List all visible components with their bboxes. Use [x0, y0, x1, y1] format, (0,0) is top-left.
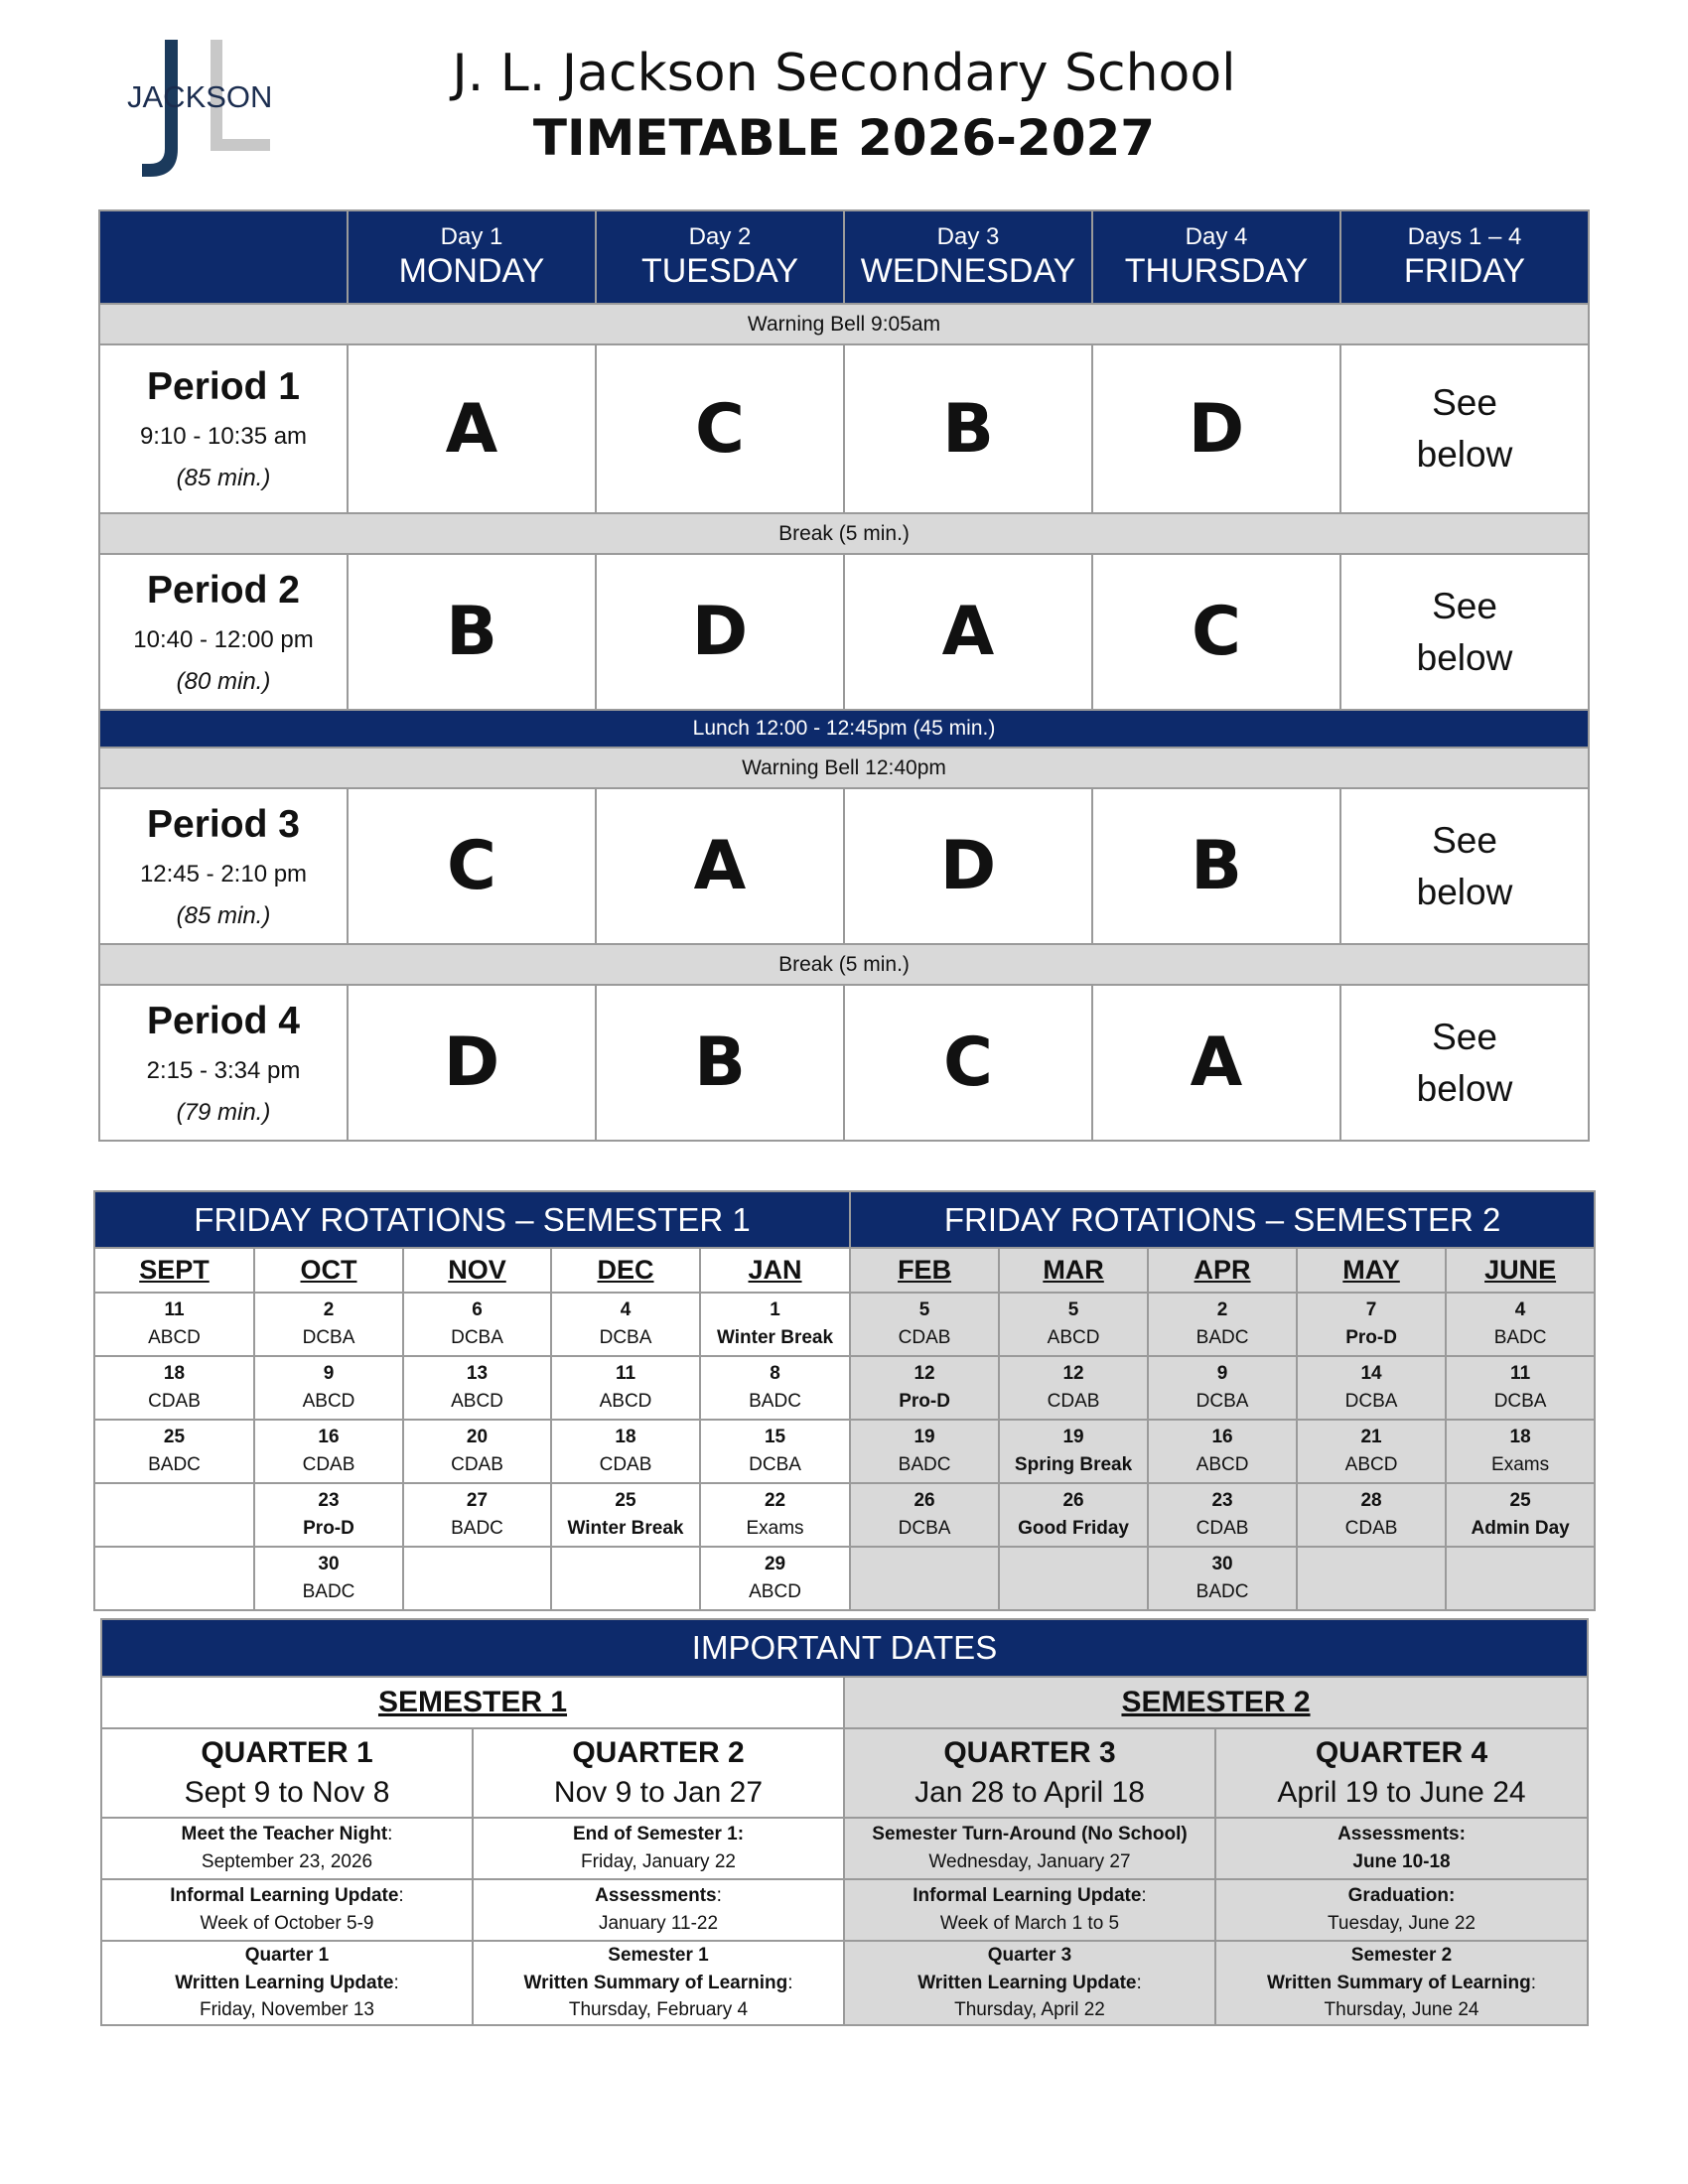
break-band: Break (5 min.)	[99, 944, 1589, 985]
page-title: TIMETABLE 2026-2027	[532, 109, 1156, 167]
rotation-date: 11	[615, 1363, 636, 1384]
period-label: Period 1 9:10 - 10:35 am (85 min.)	[99, 344, 348, 513]
day-header-wednesday: Day 3 WEDNESDAY	[844, 210, 1092, 304]
rotation-date: 25	[615, 1490, 636, 1511]
rotation-order: Exams	[746, 1518, 804, 1539]
friday-rotations-table	[93, 1190, 1596, 1611]
event-label-colon: :	[787, 1972, 793, 1993]
month-header-row	[94, 1248, 1595, 1293]
rotation-cell	[850, 1356, 999, 1420]
rotation-date: 25	[163, 1427, 186, 1447]
rotation-date: 20	[466, 1427, 489, 1447]
rotation-cell	[551, 1420, 700, 1483]
rotation-cell	[1148, 1483, 1297, 1547]
period-label: Period 2 10:40 - 12:00 pm (80 min.)	[99, 554, 348, 710]
quarter-3-cell: QUARTER 3 Jan 28 to April 18	[844, 1728, 1215, 1818]
rotation-order: Good Friday	[1018, 1518, 1130, 1539]
event-date: Thursday, April 22	[954, 1999, 1105, 2021]
block-letter: B	[844, 344, 1092, 513]
rotation-date: 5	[1067, 1299, 1079, 1320]
see-below-note: See below	[1340, 344, 1589, 513]
event-date: Thursday, June 24	[1324, 1999, 1479, 2021]
period-label: Period 4 2:15 - 3:34 pm (79 min.)	[99, 985, 348, 1141]
rotation-cell	[700, 1483, 850, 1547]
rotation-order: BADC	[1493, 1327, 1547, 1348]
rotation-order: ABCD	[302, 1391, 355, 1412]
rotation-order: CDAB	[451, 1454, 503, 1475]
rotation-date: 16	[1211, 1427, 1233, 1447]
rotation-cell	[403, 1356, 551, 1420]
rotation-cell	[254, 1356, 403, 1420]
rotation-order: ABCD	[1344, 1454, 1398, 1475]
rotation-cell	[700, 1547, 850, 1610]
rotation-cell	[1297, 1547, 1446, 1610]
rotation-order: ABCD	[1047, 1327, 1100, 1348]
period-row	[99, 554, 1589, 710]
day-header-thursday: Day 4 THURSDAY	[1092, 210, 1340, 304]
event-label-colon: :	[1530, 1972, 1536, 1993]
rotation-date: 5	[918, 1299, 930, 1320]
month-header: MAY	[1297, 1248, 1446, 1293]
month-header: DEC	[551, 1248, 700, 1293]
rotation-cell	[403, 1547, 551, 1610]
lunch-band: Lunch 12:00 - 12:45pm (45 min.)	[99, 710, 1589, 748]
block-letter: C	[844, 985, 1092, 1141]
rotation-date: 16	[318, 1427, 340, 1447]
rotation-date: 13	[466, 1363, 489, 1384]
rotation-date: 18	[163, 1363, 186, 1384]
rotation-date: 12	[1062, 1363, 1084, 1384]
rotation-cell	[850, 1420, 999, 1483]
rotation-cell	[1446, 1547, 1595, 1610]
quarter-4-cell: QUARTER 4 April 19 to June 24	[1215, 1728, 1588, 1818]
event-cell	[473, 1818, 844, 1879]
event-cell	[1215, 1941, 1588, 2025]
rotation-order: ABCD	[599, 1391, 652, 1412]
event-period: Semester 2	[1350, 1945, 1453, 1966]
rotation-cell	[999, 1420, 1148, 1483]
rotation-cell	[850, 1293, 999, 1356]
event-date: Wednesday, January 27	[928, 1851, 1131, 1872]
rotation-cell	[1297, 1356, 1446, 1420]
event-cell	[844, 1818, 1215, 1879]
rotation-order: CDAB	[1047, 1391, 1100, 1412]
rotation-order: Spring Break	[1014, 1454, 1133, 1475]
rotation-cell	[254, 1547, 403, 1610]
event-label-colon: :	[393, 1972, 399, 1993]
rotation-cell	[1446, 1483, 1595, 1547]
rotation-order: BADC	[148, 1454, 201, 1475]
event-label: Informal Learning Update	[913, 1885, 1142, 1907]
event-date: Week of March 1 to 5	[939, 1913, 1120, 1934]
quarter-2-cell: QUARTER 2 Nov 9 to Jan 27	[473, 1728, 844, 1818]
month-header: JUNE	[1446, 1248, 1595, 1293]
rotation-cell	[94, 1547, 254, 1610]
rotation-order: ABCD	[1196, 1454, 1249, 1475]
rotation-cell	[551, 1356, 700, 1420]
rotation-date: 30	[1211, 1554, 1233, 1574]
rotation-date: 19	[1062, 1427, 1084, 1447]
event-label-colon: :	[1136, 1972, 1142, 1993]
rotation-cell	[1148, 1293, 1297, 1356]
see-below-note: See below	[1340, 554, 1589, 710]
rotation-date: 4	[1514, 1299, 1526, 1320]
month-header: NOV	[403, 1248, 551, 1293]
rotation-order: ABCD	[451, 1391, 503, 1412]
rotation-order: DCBA	[599, 1327, 652, 1348]
block-letter: C	[596, 344, 844, 513]
quarter-1-cell: QUARTER 1 Sept 9 to Nov 8	[101, 1728, 473, 1818]
event-label: Written Summary of Learning	[1267, 1972, 1531, 1993]
event-label: Written Learning Update	[175, 1972, 394, 1993]
rotation-date: 2	[1216, 1299, 1228, 1320]
event-cell	[1215, 1879, 1588, 1941]
rotation-date: 29	[764, 1554, 786, 1574]
rotation-date: 6	[472, 1299, 483, 1320]
event-label: Assessments	[595, 1885, 717, 1907]
rotation-cell	[94, 1293, 254, 1356]
rotation-order: Pro-D	[303, 1518, 354, 1539]
rotation-cell	[700, 1420, 850, 1483]
rotation-row	[94, 1420, 1595, 1483]
rotation-order: BADC	[898, 1454, 951, 1475]
event-label-colon: :	[387, 1824, 393, 1845]
rotation-date: 23	[318, 1490, 340, 1511]
rotation-date: 14	[1360, 1363, 1382, 1384]
logo-wordmark: JACKSON	[127, 79, 273, 114]
block-letter: A	[1092, 985, 1340, 1141]
warning-bell-band: Warning Bell 9:05am	[99, 304, 1589, 344]
school-name: J. L. Jackson Secondary School	[452, 44, 1236, 103]
event-date: June 10-18	[1352, 1851, 1451, 1872]
event-label: Graduation:	[1347, 1885, 1456, 1907]
event-period: Quarter 1	[244, 1945, 330, 1966]
rotation-order: Winter Break	[717, 1327, 834, 1348]
event-label: Semester Turn-Around (No School)	[872, 1824, 1188, 1845]
rotation-order: DCBA	[1493, 1391, 1547, 1412]
month-header: MAR	[999, 1248, 1148, 1293]
event-label: Assessments:	[1337, 1824, 1466, 1845]
rotation-date: 4	[620, 1299, 632, 1320]
rotation-cell	[1148, 1356, 1297, 1420]
rotation-date: 26	[1062, 1490, 1084, 1511]
rotation-order: ABCD	[148, 1327, 201, 1348]
rotation-cell	[551, 1483, 700, 1547]
month-header: SEPT	[94, 1248, 254, 1293]
rotation-cell	[999, 1547, 1148, 1610]
month-header: APR	[1148, 1248, 1297, 1293]
event-row	[101, 1941, 1588, 2025]
warning-bell-band: Warning Bell 12:40pm	[99, 748, 1589, 788]
rotation-cell	[254, 1293, 403, 1356]
rotation-cell	[999, 1356, 1148, 1420]
period-label: Period 3 12:45 - 2:10 pm (85 min.)	[99, 788, 348, 944]
rotation-row	[94, 1547, 1595, 1610]
school-logo	[119, 38, 278, 187]
event-label: Meet the Teacher Night	[181, 1824, 388, 1845]
day-header-row	[99, 210, 1589, 304]
rotation-date: 25	[1509, 1490, 1531, 1511]
event-label-colon: :	[398, 1885, 404, 1907]
event-cell	[473, 1941, 844, 2025]
rotation-date: 15	[764, 1427, 786, 1447]
rotation-cell	[1297, 1293, 1446, 1356]
period-row	[99, 344, 1589, 513]
month-header: JAN	[700, 1248, 850, 1293]
rotation-order: DCBA	[749, 1454, 801, 1475]
rotation-cell	[1148, 1420, 1297, 1483]
rotation-cell	[254, 1483, 403, 1547]
rotation-cell	[700, 1356, 850, 1420]
period-row	[99, 985, 1589, 1141]
month-header: FEB	[850, 1248, 999, 1293]
rotation-cell	[850, 1483, 999, 1547]
rotation-cell	[999, 1483, 1148, 1547]
event-cell	[1215, 1818, 1588, 1879]
rotation-date: 11	[1510, 1363, 1531, 1384]
corner-cell	[99, 210, 348, 304]
block-letter: A	[596, 788, 844, 944]
event-cell	[101, 1818, 473, 1879]
semester-2-heading: SEMESTER 2	[844, 1677, 1588, 1728]
block-letter: D	[844, 788, 1092, 944]
semester-1-heading: SEMESTER 1	[101, 1677, 844, 1728]
event-label: End of Semester 1:	[572, 1824, 745, 1845]
event-date: September 23, 2026	[201, 1851, 373, 1872]
rotation-cell	[94, 1356, 254, 1420]
event-date: January 11-22	[598, 1913, 719, 1934]
important-dates-title: IMPORTANT DATES	[101, 1619, 1588, 1677]
rotation-date: 8	[770, 1363, 780, 1384]
rotations-semester-1-title: FRIDAY ROTATIONS – SEMESTER 1	[94, 1191, 850, 1248]
event-date: Tuesday, June 22	[1328, 1913, 1476, 1934]
rotation-order: BADC	[302, 1581, 355, 1602]
rotation-cell	[850, 1547, 999, 1610]
rotation-cell	[700, 1293, 850, 1356]
rotation-date: 9	[1216, 1363, 1228, 1384]
rotation-date: 21	[1360, 1427, 1382, 1447]
block-letter: C	[348, 788, 596, 944]
rotations-semester-2-title: FRIDAY ROTATIONS – SEMESTER 2	[850, 1191, 1595, 1248]
event-label-colon: :	[716, 1885, 722, 1907]
event-cell	[844, 1879, 1215, 1941]
rotation-row	[94, 1293, 1595, 1356]
rotation-order: BADC	[1196, 1327, 1249, 1348]
rotation-order: BADC	[1196, 1581, 1249, 1602]
block-letter: D	[596, 554, 844, 710]
rotation-order: Exams	[1491, 1454, 1550, 1475]
day-header-friday: Days 1 – 4 FRIDAY	[1340, 210, 1589, 304]
block-letter: B	[348, 554, 596, 710]
rotation-order: DCBA	[1344, 1391, 1398, 1412]
rotation-order: BADC	[749, 1391, 801, 1412]
rotation-order: DCBA	[302, 1327, 355, 1348]
rotation-date: 30	[318, 1554, 340, 1574]
rotation-cell	[551, 1547, 700, 1610]
rotation-order: CDAB	[1344, 1518, 1398, 1539]
event-date: Week of October 5-9	[200, 1913, 374, 1934]
rotation-date: 26	[914, 1490, 935, 1511]
day-header-monday: Day 1 MONDAY	[348, 210, 596, 304]
important-dates-table	[100, 1618, 1589, 2026]
block-letter: B	[1092, 788, 1340, 944]
rotation-order: CDAB	[599, 1454, 652, 1475]
month-header: OCT	[254, 1248, 403, 1293]
rotation-order: DCBA	[1196, 1391, 1249, 1412]
event-label: Written Learning Update	[917, 1972, 1137, 1993]
rotation-cell	[403, 1293, 551, 1356]
block-letter: A	[348, 344, 596, 513]
rotation-date: 1	[770, 1299, 780, 1320]
day-header-tuesday: Day 2 TUESDAY	[596, 210, 844, 304]
rotation-order: DCBA	[451, 1327, 503, 1348]
rotation-row	[94, 1356, 1595, 1420]
rotation-cell	[403, 1420, 551, 1483]
event-label-colon: :	[1141, 1885, 1147, 1907]
rotation-cell	[1446, 1420, 1595, 1483]
rotation-cell	[94, 1420, 254, 1483]
event-label: Informal Learning Update	[170, 1885, 399, 1907]
rotation-order: BADC	[451, 1518, 503, 1539]
weekly-timetable	[98, 209, 1590, 1142]
rotation-cell	[999, 1293, 1148, 1356]
rotation-cell	[1297, 1420, 1446, 1483]
rotation-cell	[94, 1483, 254, 1547]
rotation-order: CDAB	[898, 1327, 951, 1348]
event-row	[101, 1879, 1588, 1941]
event-cell	[101, 1879, 473, 1941]
rotation-order: Winter Break	[567, 1518, 684, 1539]
rotation-date: 11	[164, 1299, 185, 1320]
event-cell	[473, 1879, 844, 1941]
rotation-order: Pro-D	[1345, 1327, 1397, 1348]
rotation-cell	[1446, 1356, 1595, 1420]
rotation-cell	[403, 1483, 551, 1547]
block-letter: C	[1092, 554, 1340, 710]
event-period: Quarter 3	[987, 1945, 1072, 1966]
rotation-cell	[254, 1420, 403, 1483]
rotation-date: 19	[914, 1427, 935, 1447]
rotation-cell	[1297, 1483, 1446, 1547]
rotation-order: CDAB	[302, 1454, 355, 1475]
rotation-order: CDAB	[1196, 1518, 1249, 1539]
event-row	[101, 1818, 1588, 1879]
event-label: Written Summary of Learning	[523, 1972, 788, 1993]
rotation-date: 18	[615, 1427, 636, 1447]
see-below-note: See below	[1340, 985, 1589, 1141]
rotation-order: DCBA	[898, 1518, 951, 1539]
period-row	[99, 788, 1589, 944]
rotation-date: 22	[764, 1490, 786, 1511]
event-cell	[844, 1941, 1215, 2025]
block-letter: A	[844, 554, 1092, 710]
block-letter: D	[348, 985, 596, 1141]
block-letter: B	[596, 985, 844, 1141]
rotation-order: CDAB	[148, 1391, 201, 1412]
rotation-date: 12	[914, 1363, 935, 1384]
event-date: Friday, January 22	[581, 1851, 736, 1872]
rotation-order: ABCD	[749, 1581, 801, 1602]
rotation-date: 28	[1360, 1490, 1382, 1511]
event-date: Friday, November 13	[200, 1999, 374, 2021]
rotation-date: 18	[1509, 1427, 1531, 1447]
event-period: Semester 1	[608, 1945, 709, 1966]
rotation-row	[94, 1483, 1595, 1547]
event-date: Thursday, February 4	[568, 1999, 749, 2021]
rotation-order: Admin Day	[1471, 1518, 1570, 1539]
rotation-date: 27	[466, 1490, 489, 1511]
rotation-date: 9	[323, 1363, 335, 1384]
rotation-date: 7	[1365, 1299, 1377, 1320]
rotation-order: Pro-D	[899, 1391, 950, 1412]
rotation-cell	[1148, 1547, 1297, 1610]
rotation-date: 23	[1211, 1490, 1233, 1511]
see-below-note: See below	[1340, 788, 1589, 944]
event-cell	[101, 1941, 473, 2025]
rotation-cell	[551, 1293, 700, 1356]
break-band: Break (5 min.)	[99, 513, 1589, 554]
rotation-date: 2	[323, 1299, 335, 1320]
block-letter: D	[1092, 344, 1340, 513]
rotation-cell	[1446, 1293, 1595, 1356]
